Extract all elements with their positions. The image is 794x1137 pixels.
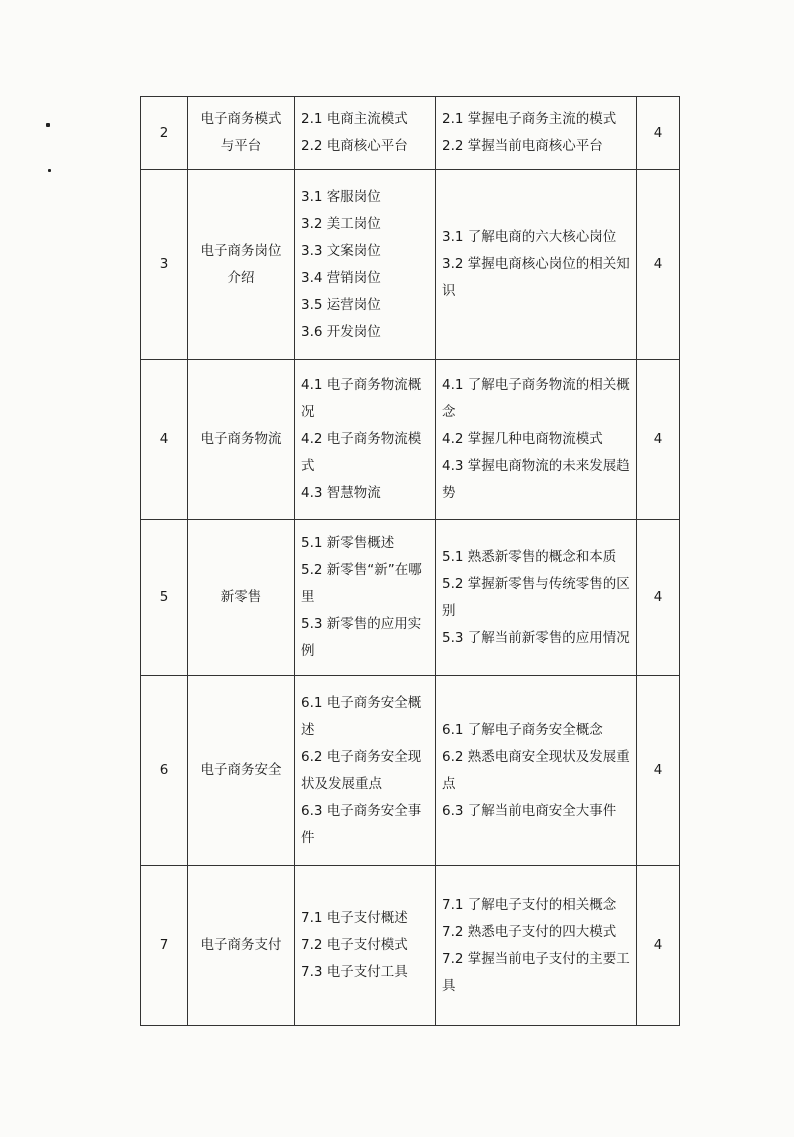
content-cell-line: 6.2 电子商务安全现状及发展重点 xyxy=(301,748,422,792)
content-cell-line: 4.2 电子商务物流模式 xyxy=(301,431,422,474)
content-cell-line: 3.6 开发岗位 xyxy=(301,323,381,340)
goal-cell xyxy=(436,520,637,676)
content-cell-line: 5.1 新零售概述 xyxy=(301,535,395,551)
content-cell-line: 4.1 电子商务物流概况 xyxy=(301,377,422,420)
goal-cell-line: 5.2 掌握新零售与传统零售的区别 xyxy=(442,575,630,619)
goal-cell-line: 2.1 掌握电子商务主流的模式 xyxy=(442,111,617,127)
hours-cell: 4 xyxy=(637,520,680,676)
goal-cell xyxy=(436,676,637,866)
chapter-number-cell: 6 xyxy=(141,676,188,866)
goal-cell-line: 6.1 了解电子商务安全概念 xyxy=(442,721,603,738)
table-row xyxy=(141,676,680,866)
content-cell xyxy=(295,360,436,520)
goal-cell-line: 4.3 掌握电商物流的未来发展趋势 xyxy=(442,458,630,501)
goal-cell-line: 6.3 了解当前电商安全大事件 xyxy=(442,802,617,819)
content-cell xyxy=(295,520,436,676)
chapter-name-cell: 电子商务安全 xyxy=(188,676,295,866)
goal-cell-line: 5.1 熟悉新零售的概念和本质 xyxy=(442,548,617,565)
table-row xyxy=(141,170,680,360)
goal-cell-line: 7.1 了解电子支付的相关概念 xyxy=(442,896,617,913)
scan-speck xyxy=(46,123,50,127)
hours-cell: 4 xyxy=(637,676,680,866)
goal-cell xyxy=(436,360,637,520)
goal-cell xyxy=(436,866,637,1026)
chapter-name-cell: 新零售 xyxy=(188,520,295,676)
content-cell xyxy=(295,97,436,170)
content-cell-line: 5.2 新零售“新”在哪里 xyxy=(301,562,422,605)
goal-cell-line: 5.3 了解当前新零售的应用情况 xyxy=(442,629,630,646)
goal-cell-line: 2.2 掌握当前电商核心平台 xyxy=(442,138,603,154)
content-cell-line: 6.3 电子商务安全事件 xyxy=(301,802,422,846)
content-cell-line: 2.1 电商主流模式 xyxy=(301,111,408,127)
course-outline-table xyxy=(140,96,680,1026)
content-cell-line: 7.2 电子支付模式 xyxy=(301,937,408,953)
goal-cell-line: 3.1 了解电商的六大核心岗位 xyxy=(442,229,617,245)
chapter-number-cell: 3 xyxy=(141,170,188,360)
table-row xyxy=(141,520,680,676)
hours-cell: 4 xyxy=(637,97,680,170)
content-cell xyxy=(295,866,436,1026)
goal-cell xyxy=(436,170,637,360)
table-row xyxy=(141,97,680,170)
goal-cell-line: 3.2 掌握电商核心岗位的相关知识 xyxy=(442,256,630,299)
content-cell-line: 3.1 客服岗位 xyxy=(301,188,381,205)
chapter-name-cell: 电子商务岗位介绍 xyxy=(188,170,295,360)
table-row xyxy=(141,360,680,520)
goal-cell-line: 4.2 掌握几种电商物流模式 xyxy=(442,431,603,447)
content-cell-line: 5.3 新零售的应用实例 xyxy=(301,616,422,659)
goal-cell-line: 7.2 掌握当前电子支付的主要工具 xyxy=(442,950,630,994)
chapter-number-cell: 7 xyxy=(141,866,188,1026)
content-cell-line: 3.5 运营岗位 xyxy=(301,296,381,313)
goal-cell-line: 4.1 了解电子商务物流的相关概念 xyxy=(442,377,630,420)
content-cell-line: 3.4 营销岗位 xyxy=(301,269,381,286)
scan-speck xyxy=(48,169,51,172)
goal-cell-line: 6.2 熟悉电商安全现状及发展重点 xyxy=(442,748,630,792)
chapter-number-cell: 5 xyxy=(141,520,188,676)
content-cell-line: 7.3 电子支付工具 xyxy=(301,964,408,980)
chapter-number-cell: 2 xyxy=(141,97,188,170)
chapter-name-cell: 电子商务物流 xyxy=(188,360,295,520)
content-cell xyxy=(295,676,436,866)
goal-cell-line: 7.2 熟悉电子支付的四大模式 xyxy=(442,923,617,940)
content-cell-line: 4.3 智慧物流 xyxy=(301,485,381,501)
goal-cell xyxy=(436,97,637,170)
hours-cell: 4 xyxy=(637,866,680,1026)
hours-cell: 4 xyxy=(637,170,680,360)
content-cell-line: 6.1 电子商务安全概述 xyxy=(301,694,422,738)
table-row xyxy=(141,866,680,1026)
chapter-name-cell: 电子商务模式与平台 xyxy=(188,97,295,170)
content-cell-line: 7.1 电子支付概述 xyxy=(301,910,408,926)
content-cell xyxy=(295,170,436,360)
chapter-name-cell: 电子商务支付 xyxy=(188,866,295,1026)
hours-cell: 4 xyxy=(637,360,680,520)
content-cell-line: 3.2 美工岗位 xyxy=(301,215,381,232)
content-cell-line: 3.3 文案岗位 xyxy=(301,242,381,259)
chapter-number-cell: 4 xyxy=(141,360,188,520)
content-cell-line: 2.2 电商核心平台 xyxy=(301,138,408,154)
